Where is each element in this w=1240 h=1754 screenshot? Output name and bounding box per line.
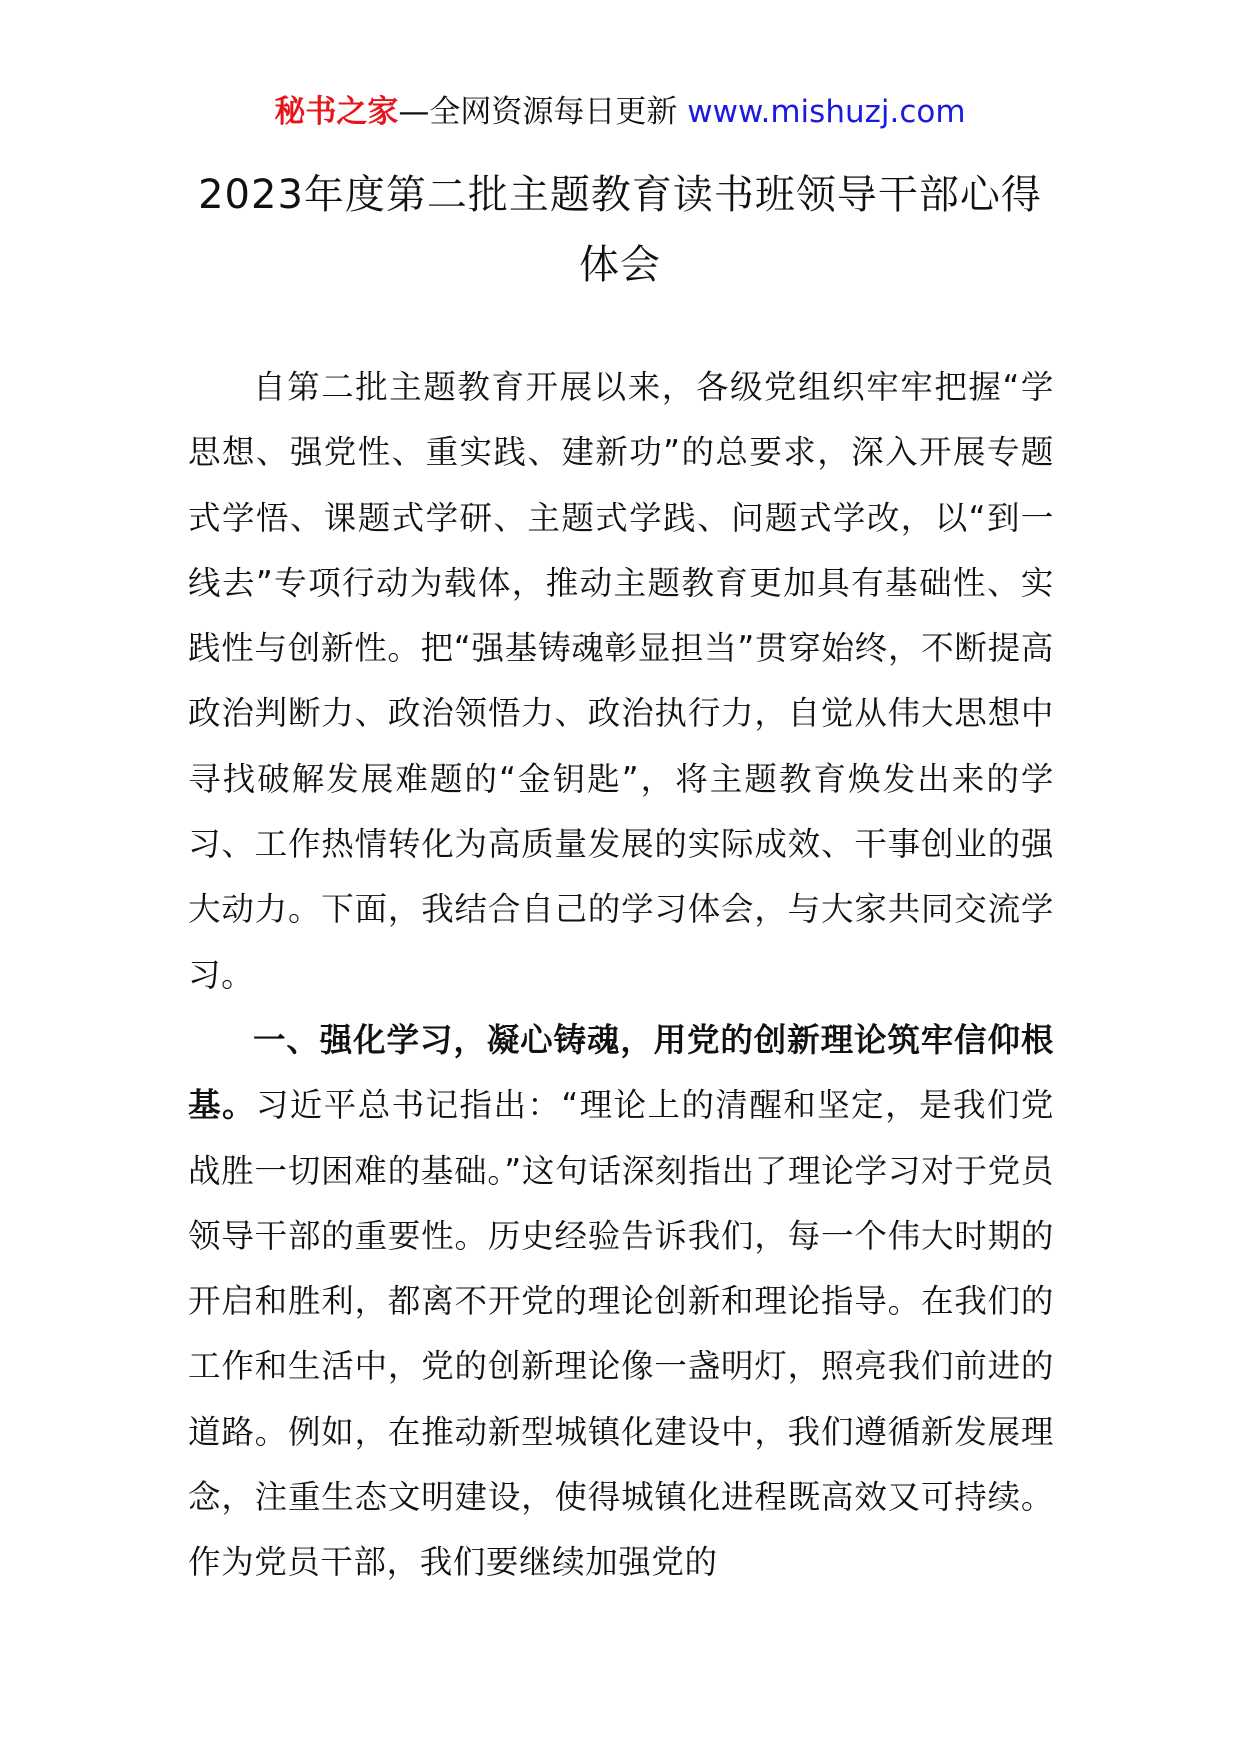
document-title: 2023年度第二批主题教育读书班领导干部心得体会 [198, 172, 1042, 288]
paragraph-text: 自第二批主题教育开展以来，各级党组织牢牢把握“学思想、强党性、重实践、建新功”的总要求，深入开展专题式学悟、课题式学研、主题式学践、问题式学改，以“到一线去”专项行动为载体，推动主题教育更加具有基础性、实践性与创新性。把“强基铸魂彰显担当”贯穿始终，不断提高政治判断力、政治领悟力、政治执行力，自觉从伟大思想中寻找破解发展难题的“金钥匙”，将主题教育焕发出来的学习、工作热情转化为高质量发展的实际成效、干事创业的强大动力。下面，我结合自己的学习体会，与大家共同交流学习。 [188, 368, 1054, 994]
paragraph-text: 习近平总书记指出：“理论上的清醒和坚定，是我们党战胜一切困难的基础。”这句话深刻指出了理论学习对于党员领导干部的重要性。历史经验告诉我们，每一个伟大时期的开启和胜利，都离不开党的理论创新和理论指导。在我们的工作和生活中，党的创新理论像一盏明灯，照亮我们前进的道路。例如，在推动新型城镇化建设中，我们遵循新发展理念，注重生态文明建设，使得城镇化进程既高效又可持续。作为党员干部，我们要继续加强党的 [188, 1086, 1054, 1582]
paragraph-intro [188, 355, 1054, 1008]
site-tagline: —全网资源每日更新 [398, 94, 688, 130]
site-url-link[interactable]: www.mishuzj.com [687, 94, 966, 130]
paragraph-section-1 [188, 1008, 1054, 1596]
document-body [188, 355, 1054, 1596]
site-banner [0, 92, 1240, 132]
site-brand: 秘书之家 [274, 94, 399, 130]
section-heading: 一、强化学习，凝心铸魂，用党的创新理论筑牢信仰根基。 [188, 1020, 1054, 1125]
